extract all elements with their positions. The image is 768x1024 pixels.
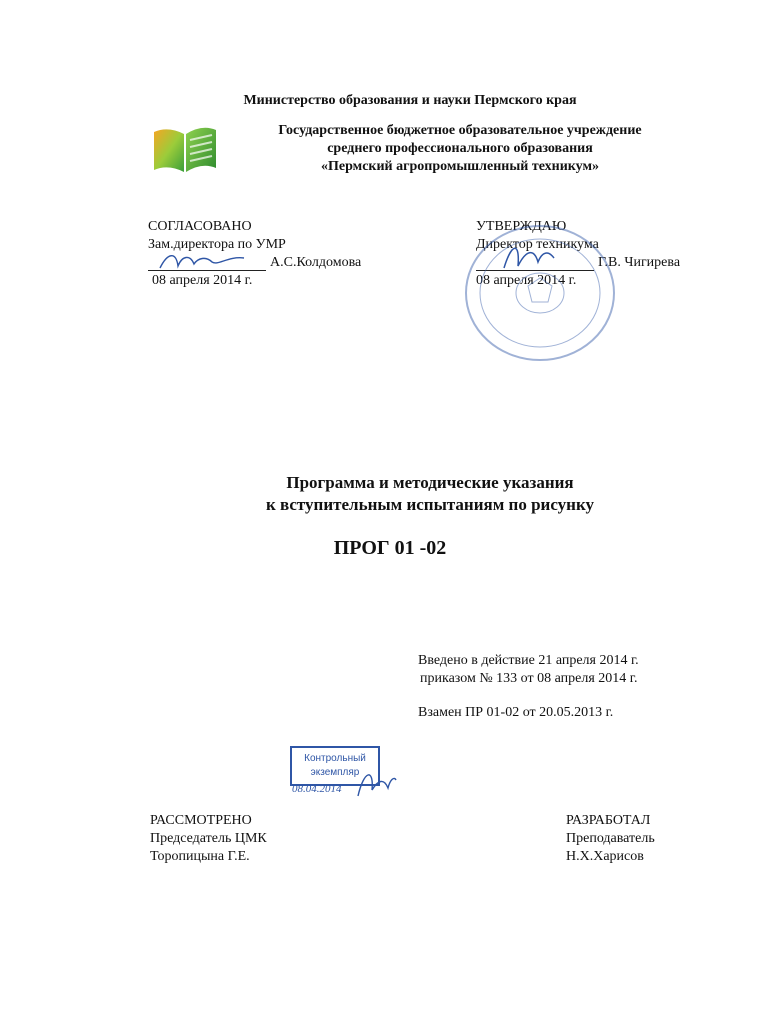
agreed-name: А.С.Колдомова: [270, 255, 362, 270]
agreed-position: Зам.директора по УМР: [148, 237, 286, 252]
institution-line-2: среднего профессионального образования: [327, 141, 593, 156]
reviewed-heading: РАССМОТРЕНО: [150, 813, 252, 828]
reviewed-name: Торопицына Г.Е.: [150, 849, 250, 864]
agreed-heading: СОГЛАСОВАНО: [148, 219, 252, 234]
document-title-line-1: Программа и методические указания: [286, 473, 574, 492]
signature-icon: [158, 248, 248, 274]
order-number: приказом № 133 от 08 апреля 2014 г.: [420, 671, 638, 686]
agreed-date: 08 апреля 2014 г.: [152, 273, 253, 288]
round-seal-icon: [462, 222, 618, 364]
developed-heading: РАЗРАБОТАЛ: [566, 813, 651, 828]
replaces-document: Взамен ПР 01-02 от 20.05.2013 г.: [418, 705, 614, 720]
control-stamp-line-2: экземпляр: [310, 767, 360, 778]
reviewed-position: Председатель ЦМК: [150, 831, 267, 846]
institution-line-3: «Пермский агропромышленный техникум»: [320, 159, 599, 174]
control-stamp-date: 08.04.2014: [292, 783, 342, 795]
institution-line-1: Государственное бюджетное образовательное учреждение: [278, 123, 642, 138]
developed-name: Н.Х.Харисов: [566, 849, 644, 864]
document-title-line-2: к вступительным испытаниям по рисунку: [265, 495, 595, 514]
control-stamp-line-1: Контрольный: [304, 753, 366, 764]
document-code: ПРОГ 01 -02: [333, 537, 447, 559]
effective-date: Введено в действие 21 апреля 2014 г.: [418, 653, 639, 668]
control-signature-icon: [354, 766, 398, 800]
developed-position: Преподаватель: [566, 831, 655, 846]
approved-heading: УТВЕРЖДАЮ: [476, 219, 567, 234]
ministry-title: Министерство образования и науки Пермского края: [243, 93, 577, 108]
approved-name: Г.В. Чигирева: [598, 255, 681, 270]
approved-date: 08 апреля 2014 г.: [476, 273, 577, 288]
approved-position: Директор техникума: [476, 237, 599, 252]
